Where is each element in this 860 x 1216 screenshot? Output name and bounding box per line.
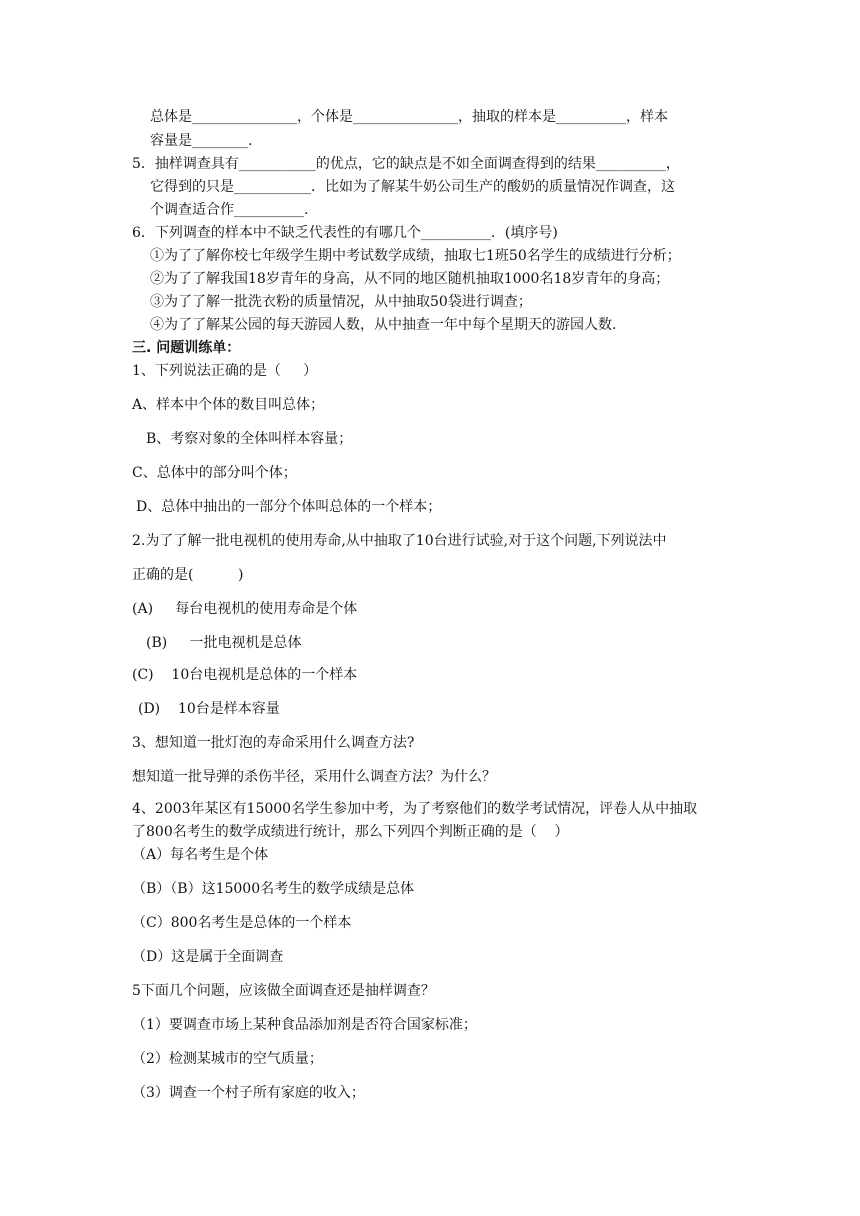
question-2: 2.为了了解一批电视机的使用寿命,从中抽取了10台进行试验,对于这个问题,下列说法中 — [132, 533, 667, 549]
text-line: 正确的是( ) — [132, 567, 244, 583]
option-d: （D）这是属于全面调查 — [132, 949, 284, 965]
text-line: 5．抽样调查具有___________的优点，它的缺点是不如全面调查得到的结果__________， — [132, 156, 680, 172]
list-item: （3）调查一个村子所有家庭的收入； — [132, 1085, 365, 1101]
list-item: （1）要调查市场上某种食品添加剂是否符合国家标准； — [132, 1017, 477, 1033]
option-a: （A）每名考生是个体 — [132, 847, 269, 863]
text-line: ③为了了解一批洗衣粉的质量情况，从中抽取50袋进行调查； — [150, 294, 532, 310]
text-line: 6．下列调查的样本中不缺乏代表性的有哪几个__________．(填序号) — [132, 225, 558, 241]
option-c: (C) 10台电视机是总体的一个样本 — [132, 667, 358, 683]
text-line: ④为了了解某公园的每天游园人数，从中抽查一年中每个星期天的游园人数. — [150, 317, 617, 333]
section-heading: 三. 问题训练单： — [132, 340, 241, 356]
option-c: （C）800名考生是总体的一个样本 — [132, 915, 352, 931]
question-3: 3、想知道一批灯泡的寿命采用什么调查方法? — [132, 735, 415, 751]
option-b: （B）（B）这15000名考生的数学成绩是总体 — [132, 881, 415, 897]
list-item: （2）检测某城市的空气质量； — [132, 1051, 323, 1067]
text-line: 个调查适合作__________. — [150, 202, 309, 218]
text-line: 总体是_______________，个体是_______________，抽取的样本是__________，样本 — [150, 109, 668, 125]
text-line: 它得到的只是___________．比如为了解某牛奶公司生产的酸奶的质量情况作调查，这 — [150, 179, 675, 195]
option-d: D、总体中抽出的一部分个体叫总体的一个样本； — [136, 499, 442, 515]
text-line: ①为了了解你校七年级学生期中考试数学成绩，抽取七1班50名学生的成绩进行分析； — [150, 248, 681, 264]
option-c: C、总体中的部分叫个体； — [132, 465, 297, 481]
text-line: 容量是________. — [150, 133, 253, 149]
text-line: ②为了了解我国18岁青年的身高，从不同的地区随机抽取1000名18岁青年的身高； — [150, 271, 670, 287]
question-4: 4、2003年某区有15000名学生参加中考，为了考察他们的数学考试情况，评卷人从中抽取 — [132, 801, 698, 817]
option-a: (A) 每台电视机的使用寿命是个体 — [132, 601, 358, 617]
option-b: (B) 一批电视机是总体 — [146, 635, 302, 651]
option-a: A、样本中个体的数目叫总体； — [132, 397, 325, 413]
option-b: B、考察对象的全体叫样本容量； — [146, 431, 353, 447]
option-d: (D) 10台是样本容量 — [138, 701, 280, 717]
text-line: 了800名考生的数学成绩进行统计，那么下列四个判断正确的是（ ） — [132, 824, 569, 840]
question-5: 5下面几个问题，应该做全面调查还是抽样调查？ — [132, 983, 435, 999]
question-1: 1、下列说法正确的是（ ） — [132, 363, 318, 379]
text-line: 想知道一批导弹的杀伤半径，采用什么调查方法？为什么？ — [132, 769, 496, 785]
